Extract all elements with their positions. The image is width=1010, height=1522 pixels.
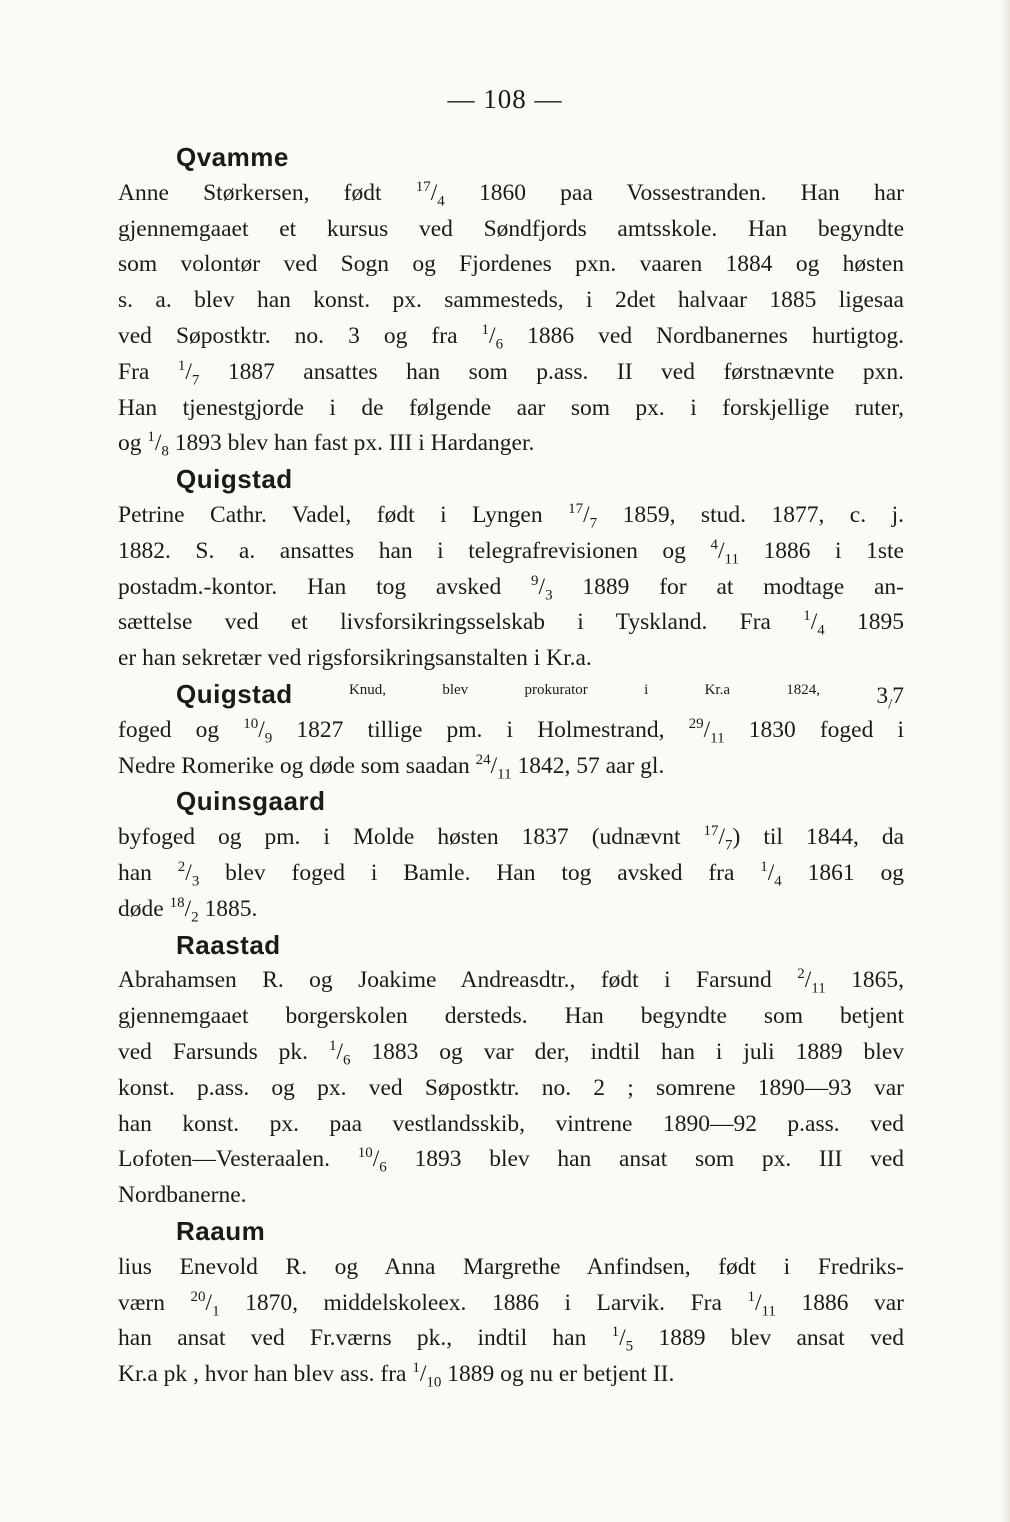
date-month: 11 <box>761 1303 776 1320</box>
entry-surname: Qvamme <box>176 142 289 172</box>
date-slash: / <box>430 179 438 206</box>
page-number: — 108 — <box>447 84 563 114</box>
entry-text: 1893 blev han ansat som px. III ved <box>386 1146 904 1173</box>
date-day: 24 <box>475 751 491 768</box>
entry-line <box>118 1107 904 1143</box>
entry-line <box>118 426 904 462</box>
entry-line <box>118 1250 904 1286</box>
entry-text: 1830 foged i <box>724 716 904 743</box>
entry-text: byfoged og pm. i Molde høsten 1837 (udnævnt <box>118 824 704 851</box>
entry-text: Anne Størkersen, født <box>118 179 416 206</box>
date-month: 11 <box>497 766 512 783</box>
date-month: 1 <box>212 1303 220 1320</box>
entry-line <box>118 1142 904 1178</box>
date-slash: / <box>703 716 711 743</box>
date-month: 9 <box>264 730 273 747</box>
entry-line <box>118 892 904 928</box>
entry-text: 1842, 57 aar gl. <box>511 752 665 779</box>
entry-text: 1889 og nu er betjent II. <box>441 1361 675 1388</box>
entry-first-line <box>118 677 904 713</box>
date-month: 10 <box>426 1374 442 1391</box>
entry-text: gjennemgaaet borgerskolen dersteds. Han begyndte som betjent <box>118 1003 904 1030</box>
date-slash: / <box>489 322 496 349</box>
date-day: 1 <box>611 1324 620 1341</box>
date-day: 1 <box>412 1360 420 1377</box>
entry-text: ved Søpostktr. no. 3 og fra <box>118 322 482 349</box>
entry-text: 1889 for at modtage an- <box>552 573 904 600</box>
entry-text: ved Farsunds pk. <box>118 1038 329 1065</box>
entry-text: konst. p.ass. og px. ved Søpostktr. no. 2 ; somrene 1890—93 var <box>118 1074 904 1101</box>
entry-line <box>118 1035 904 1071</box>
entry-line <box>118 999 904 1035</box>
entry-line <box>118 247 904 283</box>
entry-text: 1885. <box>198 895 258 922</box>
date-day: 18 <box>169 894 185 911</box>
entry-text: 1870, middelskoleex. 1886 i Larvik. Fra <box>219 1289 748 1316</box>
date-slash: / <box>583 501 590 528</box>
date-month: 6 <box>379 1160 387 1176</box>
entry-line <box>118 605 904 641</box>
date-month: 6 <box>342 1052 351 1069</box>
date-day: 20 <box>190 1288 206 1305</box>
entry-text: 1886 var <box>775 1289 904 1316</box>
entry-surname: Quigstad <box>176 678 293 709</box>
entry-text: 7 <box>892 682 904 709</box>
entry-line <box>118 534 904 570</box>
date-day: 1 <box>328 1037 337 1054</box>
date-slash: 3 <box>876 682 889 709</box>
entry-text: sættelse ved et livsforsikringsselskab i Tyskland. Fra <box>118 609 804 636</box>
entry-line <box>118 498 904 534</box>
entry-line <box>118 820 904 856</box>
entry-surname: Quinsgaard <box>176 786 326 817</box>
entry-line <box>118 749 904 785</box>
entry-text: 1886 ved Nordbanernes hurtigtog. <box>503 322 904 349</box>
entry-text: Lofoten—Vesteraalen. <box>118 1146 358 1173</box>
entry-line <box>118 1357 904 1393</box>
date-day: 2 <box>177 858 186 875</box>
date-month: / <box>888 696 893 713</box>
entry-text: Nedre Romerike og døde som saadan <box>118 752 476 779</box>
entry-line <box>118 1178 904 1214</box>
date-month: 6 <box>495 336 504 353</box>
entry-line <box>118 319 904 355</box>
entry-text: 1865, <box>825 967 904 994</box>
date-day: 1 <box>481 321 490 338</box>
entry-text: 1827 tillige pm. i Holmestrand, <box>272 716 689 743</box>
entry-text: postadm.-kontor. Han tog avsked <box>118 573 532 600</box>
entry-text: 1895 <box>824 609 904 636</box>
date-month: 11 <box>710 730 725 747</box>
date-day: 17 <box>703 823 719 840</box>
entry-text: 1893 blev han fast px. III i Hardanger. <box>168 430 535 457</box>
entry-line <box>118 963 904 999</box>
entry <box>118 462 904 677</box>
date-slash: / <box>810 609 818 636</box>
date-day: 9 <box>531 572 539 589</box>
date-slash: / <box>372 1146 380 1173</box>
entry-text: Kr.a pk , hvor han blev ass. fra <box>118 1361 413 1388</box>
entry <box>118 784 904 927</box>
entry-text: 1887 ansattes han som p.ass. II ved førstnævnte pxn. <box>199 358 904 385</box>
date-slash: / <box>538 573 546 600</box>
date-month: 4 <box>817 623 825 640</box>
date-month: 8 <box>161 444 169 461</box>
entry-text: døde <box>118 895 170 922</box>
entry-line <box>118 641 904 677</box>
date-day: 1 <box>147 429 155 446</box>
date-month: 4 <box>437 193 445 210</box>
date-day: 10 <box>243 715 259 732</box>
entry <box>118 1214 904 1393</box>
entry-text: 1883 og var der, indtil han i juli 1889 blev <box>350 1038 904 1065</box>
entry-text: 1889 blev ansat ved <box>633 1325 904 1352</box>
entry-line <box>118 856 904 892</box>
body-text <box>118 140 904 1393</box>
date-slash: / <box>185 358 192 385</box>
entry-text: lius Enevold R. og Anna Margrethe Anfindsen, født i Fredriks- <box>118 1253 904 1280</box>
date-slash: / <box>767 859 775 886</box>
date-month: 11 <box>811 981 826 998</box>
date-slash: / <box>205 1289 213 1316</box>
entry-first-line <box>118 1214 904 1250</box>
entry-text: han ansat ved Fr.værns pk., indtil han <box>118 1325 612 1352</box>
entry-text: 1886 i 1ste <box>738 537 904 564</box>
entry-text: ) til 1844, da <box>732 824 904 851</box>
date-slash: / <box>336 1038 343 1065</box>
entry-line <box>118 1071 904 1107</box>
entry-surname: Quigstad <box>176 464 293 495</box>
date-slash: / <box>184 895 192 922</box>
entry-text: Abrahamsen R. og Joakime Andreasdtr., født i Farsund <box>118 967 798 994</box>
date-day: 29 <box>688 715 704 732</box>
entry-text: 1861 og <box>781 859 904 886</box>
entry-text: Fra <box>118 358 178 385</box>
date-day: 1 <box>177 357 186 374</box>
date-month: 3 <box>545 587 553 604</box>
date-day: 4 <box>710 536 718 553</box>
entry <box>118 140 904 462</box>
entry-text: og <box>118 430 148 457</box>
entry-first-line <box>118 462 904 498</box>
entry-text: s. a. blev han konst. px. sammesteds, i 2det halvaar 1885 ligesaa <box>118 287 904 314</box>
entry-text: værn <box>118 1289 191 1316</box>
date-month: 2 <box>191 909 199 926</box>
date-slash: / <box>185 859 192 886</box>
date-day: 2 <box>797 966 805 983</box>
date-month: 7 <box>191 372 200 389</box>
entry-line <box>118 355 904 391</box>
date-slash: / <box>619 1325 626 1352</box>
entry-first-line <box>118 784 904 820</box>
date-slash: / <box>419 1361 427 1388</box>
entry-text: 1859, stud. 1877, c. j. <box>597 501 904 528</box>
entry-text: gjennemgaaet et kursus ved Søndfjords amtsskole. Han begyndte <box>118 215 904 242</box>
date-slash: / <box>154 430 162 457</box>
date-day: Knud, blev prokurator i Kr.a 1824, <box>292 681 877 698</box>
date-day: 10 <box>357 1145 373 1162</box>
entry-line <box>118 176 904 212</box>
page-edge <box>1000 0 1010 1522</box>
entry-text: foged og <box>118 716 244 743</box>
entry-text: 1860 paa Vossestranden. Han har <box>444 179 904 206</box>
entry-first-line <box>118 140 904 176</box>
entry-line <box>118 1286 904 1322</box>
date-slash: / <box>717 537 725 564</box>
entry-text: Petrine Cathr. Vadel, født i Lyngen <box>118 501 569 528</box>
entry-line <box>118 212 904 248</box>
entry-text: 1882. S. a. ansattes han i telegrafrevisionen og <box>118 537 711 564</box>
entry-text: han konst. px. paa vestlandsskib, vintrene 1890—92 p.ass. ved <box>118 1110 904 1137</box>
entry-line <box>118 1321 904 1357</box>
entry-surname: Raaum <box>176 1215 266 1246</box>
entry-text: er han sekretær ved rigsforsikringsanstalten i Kr.a. <box>118 645 592 672</box>
entry-text: Han tjenestgjorde i de følgende aar som px. i forskjellige ruter, <box>118 394 904 421</box>
entry-text: som volontør ved Sogn og Fjordenes pxn. vaaren 1884 og høsten <box>118 251 904 278</box>
entry <box>118 928 904 1214</box>
entry-text: han <box>118 859 178 886</box>
date-day: 17 <box>415 178 431 195</box>
entry-line <box>118 713 904 749</box>
date-slash: / <box>258 716 265 743</box>
date-month: 11 <box>724 551 739 568</box>
date-slash: / <box>718 824 726 851</box>
date-month: 7 <box>589 515 598 532</box>
date-month: 7 <box>725 837 733 854</box>
entry-line <box>118 283 904 319</box>
date-day: 1 <box>760 858 768 875</box>
date-slash: / <box>490 752 498 779</box>
entry-line <box>118 391 904 427</box>
entry-text: blev foged i Bamle. Han tog avsked fra <box>199 859 761 886</box>
date-month: 3 <box>191 873 200 890</box>
date-month: 5 <box>625 1338 634 1355</box>
date-day: 17 <box>568 500 584 517</box>
entry-first-line <box>118 928 904 964</box>
date-day: 1 <box>803 608 811 625</box>
entry-surname: Raastad <box>176 929 281 960</box>
entry <box>118 677 904 784</box>
date-slash: / <box>754 1289 762 1316</box>
entry-text: Nordbanerne. <box>118 1182 247 1209</box>
entry-line <box>118 570 904 606</box>
date-month: 4 <box>774 873 782 890</box>
date-slash: / <box>804 967 812 994</box>
date-day: 1 <box>747 1288 755 1305</box>
